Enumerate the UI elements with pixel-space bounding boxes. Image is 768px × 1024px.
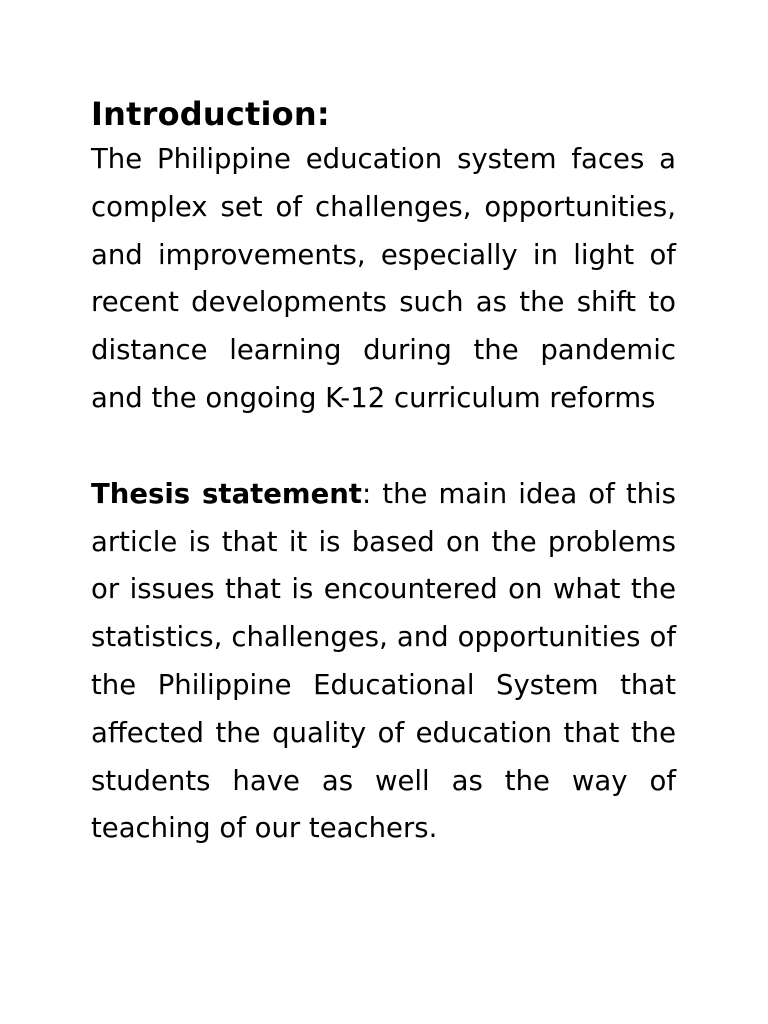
thesis-paragraph	[91, 471, 676, 853]
thesis-label: Thesis statement	[91, 477, 362, 510]
intro-paragraph: The Philippine education system faces a complex set of challenges, opportunities, and improvements, especially in light of recent developments such as the shift to distance learning during the pandemic and the ongoing K-12 curriculum reforms	[91, 143, 676, 414]
thesis-body: : the main idea of this article is that it is based on the problems or issues that is encountered on what the statistics, challenges, and opportunities of the Philippine Educational System that affected the quality of education that the students have as well as the way of teaching of our teachers.	[91, 477, 677, 845]
section-heading: Introduction:	[91, 95, 330, 133]
document-page	[91, 92, 676, 853]
